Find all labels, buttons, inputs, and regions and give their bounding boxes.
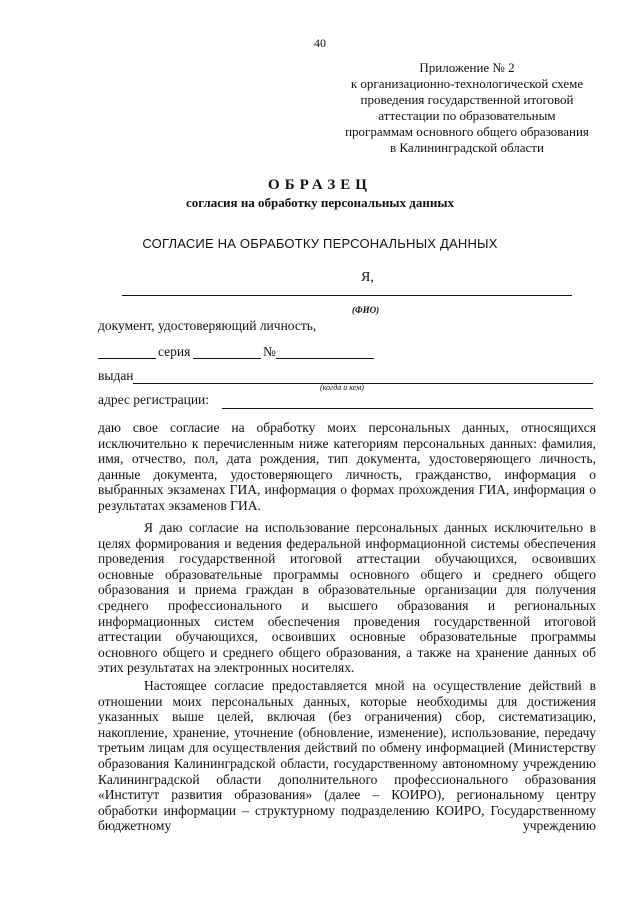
document-label: документ, удостоверяющий личность, bbox=[98, 318, 317, 333]
appendix-line: в Калининградской области bbox=[390, 140, 544, 155]
series-line bbox=[193, 358, 261, 359]
consent-text bbox=[98, 520, 596, 676]
sample-subtitle: согласия на обработку персональных данных bbox=[185, 195, 455, 210]
appendix-line: аттестации по образовательным bbox=[378, 108, 556, 123]
appendix-line: к организационно-технологической схеме bbox=[350, 76, 584, 91]
blank-line bbox=[98, 358, 156, 359]
appendix-line: проведения государственной итоговой bbox=[360, 92, 574, 107]
appendix-line: программам основного общего образования bbox=[345, 124, 589, 139]
number-label: № bbox=[263, 344, 276, 359]
consent-paragraph-1: даю свое согласие на обработку моих персональных данных, относящихся исключительно к перечисленным ниже категориям персональных данных: фамилия, имя, отчество, пол, дата рождения, тип документа, удостоверяющего личность, данные документа, удостоверяющего личность, гражданство, информация о выбранных экзаменах ГИА, информация о формах прохождения ГИА, информация о результатах экзаменов ГИА. bbox=[98, 420, 596, 513]
address-label: адрес регистрации: bbox=[98, 392, 210, 407]
i-label: Я, bbox=[361, 270, 374, 285]
number-line bbox=[276, 358, 374, 359]
series-label: серия bbox=[158, 344, 191, 359]
form-heading: СОГЛАСИЕ НА ОБРАБОТКУ ПЕРСОНАЛЬНЫХ ДАННЫХ bbox=[142, 236, 498, 251]
address-line bbox=[222, 408, 593, 409]
fio-line bbox=[122, 295, 572, 296]
consent-text bbox=[98, 678, 596, 834]
issued-note: (когда и кем) bbox=[320, 383, 364, 392]
issued-label: выдан bbox=[98, 368, 134, 383]
appendix-block bbox=[332, 60, 602, 156]
consent-paragraph-2: Я даю согласие на использование персональных данных исключительно в целях формирования и ведения федеральной информационной системы обеспечения проведения государственной итоговой аттестации обучающихся, освоивших основные образовательные программы основного общего и среднего общего образования и приема граждан в образовательные организации для получения среднего профессионального и высшего образования и региональных информационных систем обеспечения проведения государственной итоговой аттестации обучающихся, освоивших основные образовательные программы основного общего и среднего общего образования, а также на хранение данных об этих результатах на электронных носителях. bbox=[98, 520, 596, 676]
fio-note: (ФИО) bbox=[352, 305, 380, 315]
appendix-line: Приложение № 2 bbox=[419, 60, 515, 75]
consent-text bbox=[98, 420, 596, 514]
page-number: 40 bbox=[314, 36, 326, 50]
sample-title: ОБРАЗЕЦ bbox=[268, 177, 372, 193]
consent-paragraph-3: Настоящее согласие предоставляется мной на осуществление действий в отношении моих персональных данных, которые необходимы для достижения указанных выше целей, включая (без ограничения) сбор, систематизацию, накопление, хранение, уточнение (обновление, изменение), использование, передачу третьим лицам для осуществления действий по обмену информацией (Министерству образования Калининградской области, государственному автономному учреждению Калининградской области дополнительного профессионального образования «Институт развития образования» (далее – КОИРО), региональному центру обработки информации – структурному подразделению КОИРО, Государственному бюджетному учреждению bbox=[98, 678, 596, 834]
